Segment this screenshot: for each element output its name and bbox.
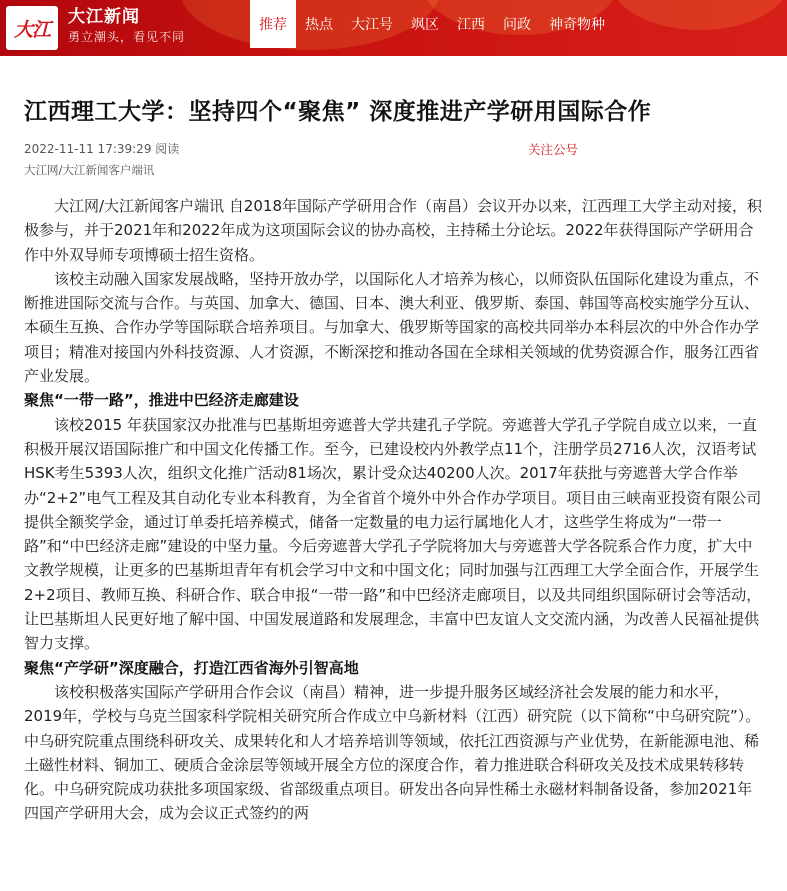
paragraph: 大江网/大江新闻客户端讯 自2018年国际产学研用合作（南昌）会议开办以来，江西理工大学主动对接，积极参与，并于2021年和2022年成为这项国际会议的协办高校，主持稀土分论坛。2022年获得国际产学研用合作中外双导师专项博硕士招生资格。 [24, 197, 763, 264]
nav-item-saqu[interactable]: 飒区 [411, 17, 439, 33]
section-heading: 聚焦“产学研”深度融合，打造江西省海外引智高地 [24, 658, 359, 677]
nav-item-recommend[interactable]: 推荐 [250, 0, 296, 48]
header-gap [0, 56, 787, 64]
brand-name: 大江新闻 [68, 7, 140, 27]
header-decoration [610, 0, 787, 30]
nav-item-species[interactable]: 神奇物种 [549, 17, 605, 33]
nav-item-wenzheng[interactable]: 问政 [503, 17, 531, 33]
article-source: 大江网/大江新闻客户端讯 [24, 163, 155, 177]
publish-datetime: 2022-11-11 17:39:29 [24, 142, 152, 156]
article-body [24, 194, 763, 826]
logo-text: 大江 [13, 18, 50, 41]
paragraph: 该校主动融入国家发展战略，坚持开放办学，以国际化人才培养为核心，以师资队伍国际化建设为重点，不断推进国际交流与合作。与英国、加拿大、德国、日本、澳大利亚、俄罗斯、泰国、韩国等高校实施学分互认、本硕生互换、合作办学等国际联合培养项目。与加拿大、俄罗斯等国家的高校共同举办本科层次的中外合作办学项目；精准对接国内外科技资源、人才资源，不断深挖和推动各国在全球相关领域的优势资源合作，服务江西省产业发展。 [24, 269, 760, 386]
nav-item-dajianghao[interactable]: 大江号 [351, 17, 393, 33]
brand [68, 6, 185, 46]
paragraph: 该校2015 年获国家汉办批准与巴基斯坦旁遮普大学共建孔子学院。旁遮普大学孔子学院自成立以来，一直积极开展汉语国际推广和中国文化传播工作。至今，已建设校内外教学点11个，注册学员2716人次，汉语考试HSK考生5393人次，组织文化推广活动81场次，累计受众达40200人次。2017年获批与旁遮普大学合作举办“2+2”电气工程及其自动化专业本科教育，为全省首个境外中外合作办学项目。项目由三峡南亚投资有限公司提供全额奖学金，通过订单委托培养模式，储备一定数量的电力运行属地化人才，这些学生将成为“一带一路”和“中巴经济走廊”建设的中坚力量。今后旁遮普大学孔子学院将加大与旁遮普大学各院系合作力度，扩大中文教学规模，让更多的巴基斯坦青年有机会学习中文和中国文化；同时加强与江西理工大学全面合作，开展学生2+2项目、教师互换、科研合作、联合申报“一带一路”和中巴经济走廊项目，以及共同组织国际研讨会等活动，让巴基斯坦人民更好地了解中国、中国发展道路和发展理念，丰富中巴友谊人文交流内涵，为改善人民福祉提供智力支撑。 [24, 415, 762, 653]
article [0, 64, 787, 826]
app-header [0, 0, 787, 56]
section-heading: 聚焦“一带一路”，推进中巴经济走廊建设 [24, 391, 299, 410]
article-title: 江西理工大学：坚持四个“聚焦” 深度推进产学研用国际合作 [24, 99, 652, 125]
article-meta [24, 140, 763, 158]
brand-slogan: 勇立潮头，看见不同 [68, 30, 186, 44]
read-label: 阅读 [155, 142, 180, 156]
nav-item-jiangxi[interactable]: 江西 [457, 17, 485, 33]
logo[interactable] [6, 6, 58, 50]
nav-item-hot[interactable]: 热点 [305, 17, 333, 33]
top-nav [250, 0, 614, 48]
follow-account-button[interactable]: 关注公号 [528, 142, 579, 157]
paragraph: 该校积极落实国际产学研用合作会议（南昌）精神，进一步提升服务区域经济社会发展的能力和水平，2019年，学校与乌克兰国家科学院相关研究所合作成立中乌新材料（江西）研究院（以下简称“中乌研究院”）。中乌研究院重点围绕科研攻关、成果转化和人才培养培训等领域，依托江西资源与产业优势，在新能源电池、稀土磁性材料、铜加工、硬质合金涂层等领域开展全方位的深度合作，着力推进联合科研攻关及技术成果转移转化。中乌研究院成功获批多项国家级、省部级重点项目。研发出各向异性稀土永磁材料制备设备，参加2021年四国产学研用大会，成为会议正式签约的两 [24, 682, 761, 823]
